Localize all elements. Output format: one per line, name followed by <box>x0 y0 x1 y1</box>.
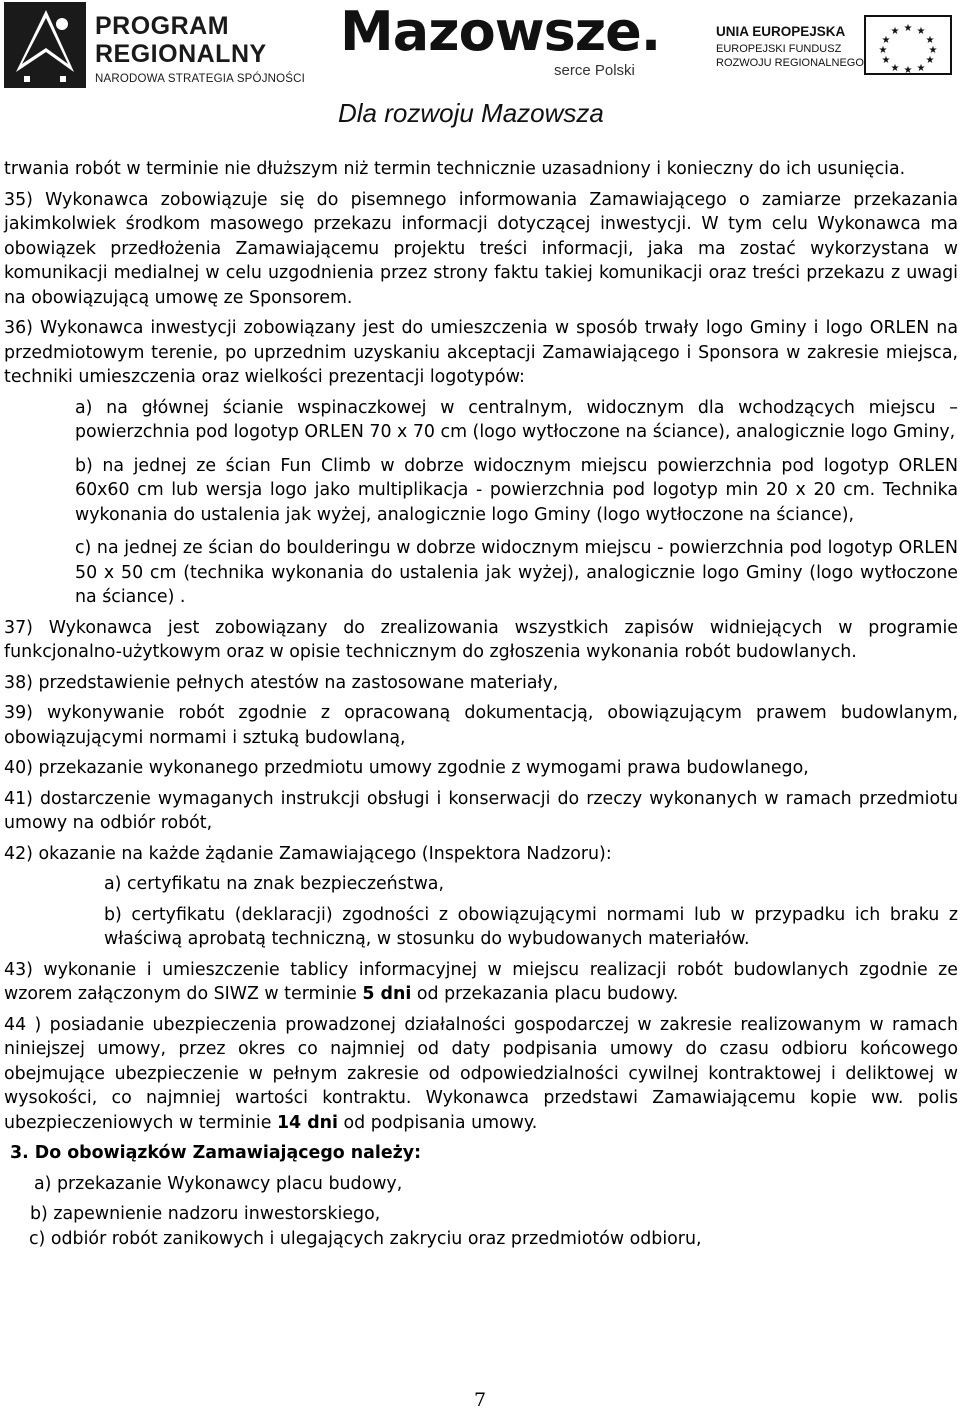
section-3-item-a: a) przekazanie Wykonawcy placu budowy, <box>34 1173 403 1194</box>
svg-text:★: ★ <box>878 45 888 56</box>
section-3-item-c: c) odbiór robót zanikowych i ulegających zakryciu oraz przedmiotów odbioru, <box>29 1228 702 1249</box>
program-logo-text-line1: PROGRAM <box>95 12 230 40</box>
paragraph-42: 42) okazanie na każde żądanie Zamawiającego (Inspektora Nadzoru): <box>4 843 612 864</box>
program-regionalny-logo-icon <box>4 2 86 88</box>
program-logo-text-line2: REGIONALNY <box>95 40 267 68</box>
paragraph-38: 38) przedstawienie pełnych atestów na zastosowane materiały, <box>4 672 559 693</box>
header-tagline: Dla rozwoju Mazowsza <box>338 98 604 128</box>
svg-text:★: ★ <box>925 55 935 66</box>
mazowsze-logo-subtitle: serce Polski <box>554 62 635 79</box>
section-3-item-b: b) zapewnienie nadzoru inwestorskiego, <box>30 1204 381 1224</box>
paragraph-44 <box>4 1013 958 1136</box>
paragraph-39: 39) wykonywanie robót zgodnie z opracowaną dokumentacją, obowiązującym prawem budowlanym, obowiązującymi normami i sztuką budowlaną, <box>4 703 958 748</box>
paragraph-36-a: a) na głównej ścianie wspinaczkowej w centralnym, widocznym dla wchodzących miejscu – powierzchnia pod logotyp ORLEN 70 x 70 cm (logo wytłoczone na ściance), analogicznie logo Gminy, <box>75 397 958 442</box>
paragraph-43-text: 43) wykonanie i umieszczenie tablicy informacyjnej w miejscu realizacji robót budowlanych zgodnie ze wzorem załączonym do SIWZ w terminie <box>4 959 958 1004</box>
svg-text:★: ★ <box>928 45 938 56</box>
document-header <box>0 0 960 135</box>
paragraph-43-text-end: od przekazania placu budowy. <box>411 984 679 1004</box>
svg-text:★: ★ <box>925 35 935 46</box>
svg-text:★: ★ <box>890 26 900 37</box>
paragraph-35: 35) Wykonawca zobowiązuje się do pisemnego informowania Zamawiającego o zamiarze przekazania jakimkolwiek środkom masowego przekazu informacji dotyczącej inwestycji. W tym celu Wykonawca ma obowiązek przedłożenia Zamawiającemu projektu treści informacji, jaka ma zostać wykorzystana w komunikacji medialnej w celu uzgodnienia przez strony faktu takiej komunikacji oraz treści przekazu z uwagi na obowiązującą umowę ze Sponsorem. <box>4 189 958 308</box>
svg-text:★: ★ <box>916 26 926 37</box>
section-3-heading <box>10 1141 958 1166</box>
paragraph-36: 36) Wykonawca inwestycji zobowiązany jest do umieszczenia w sposób trwały logo Gminy i logo ORLEN na przedmiotowym terenie, po uprzednim uzyskaniu akceptacji Zamawiającego i Sponsora w zakresie miejsca, techniki umieszczenia oraz wielkości prezentacji logotypów: <box>4 318 958 387</box>
paragraph-42-a: a) certyfikatu na znak bezpieczeństwa, <box>104 874 444 894</box>
svg-text:★: ★ <box>903 23 913 34</box>
eu-flag-icon <box>864 15 952 75</box>
program-logo-text-line3: NARODOWA STRATEGIA SPÓJNOŚCI <box>95 73 306 85</box>
svg-text:★: ★ <box>903 65 913 75</box>
svg-text:★: ★ <box>916 63 926 74</box>
svg-text:★: ★ <box>881 55 891 66</box>
page-number: 7 <box>473 1389 487 1411</box>
mazowsze-logo-text: Mazowsze. <box>340 0 661 63</box>
eu-text-line3: ROZWOJU REGIONALNEGO <box>716 57 864 69</box>
paragraph-43 <box>4 958 958 1007</box>
paragraph-continuation: trwania robót w terminie nie dłuższym niż termin technicznie uzasadniony i konieczny do ich usunięcia. <box>4 159 906 179</box>
section-3-heading-text: 3. Do obowiązków Zamawiającego należy: <box>10 1143 422 1163</box>
paragraph-36-b: b) na jednej ze ścian Fun Climb w dobrze widocznym miejscu powierzchnia pod logotyp ORLEN 60x60 cm lub wersja logo jako multiplikacja - powierzchnia pod logotyp min 20 x 20 cm. Technika wykonania do ustalenia jak wyżej, analogicznie logo Gminy (logo wytłoczone na ściance), <box>75 455 958 525</box>
paragraph-44-deadline: 14 dni <box>276 1112 338 1133</box>
paragraph-43-deadline: 5 dni <box>362 984 412 1004</box>
eu-text-line2: EUROPEJSKI FUNDUSZ <box>716 43 842 55</box>
paragraph-44-text-end: od podpisania umowy. <box>337 1112 538 1133</box>
svg-text:★: ★ <box>890 63 900 74</box>
document-body <box>4 157 958 1251</box>
paragraph-41: 41) dostarczenie wymaganych instrukcji obsługi i konserwacji do rzeczy wykonanych w ramach przedmiotu umowy na odbiór robót, <box>4 788 958 833</box>
paragraph-44-text: 44 ) posiadanie ubezpieczenia prowadzonej działalności gospodarczej w zakresie realizowanym w ramach niniejszej umowy, przez okres co najmniej od daty podpisania umowy do czasu odbioru końcowego obejmujące ubezpieczenie w pełnym zakresie od odpowiedzialności cywilnej kontraktowej i deliktowej w wysokości, co najmniej wartości kontraktu. Wykonawca przedstawi Zamawiającemu kopie ww. polis ubezpieczeniowych w terminie <box>4 1014 958 1133</box>
eu-text-line1: UNIA EUROPEJSKA <box>716 24 846 39</box>
paragraph-40: 40) przekazanie wykonanego przedmiotu umowy zgodnie z wymogami prawa budowlanego, <box>4 758 809 778</box>
paragraph-42-b: b) certyfikatu (deklaracji) zgodności z obowiązującymi normami lub w przypadku ich braku z właściwą aprobatą techniczną, w stosunku do wybudowanych materiałów. <box>104 904 958 949</box>
paragraph-36-c: c) na jednej ze ścian do boulderingu w dobrze widocznym miejscu - powierzchnia pod logotyp ORLEN 50 x 50 cm (technika wykonania do ustalenia jak wyżej), analogicznie logo Gminy (logo wytłoczone na ściance) . <box>75 538 958 607</box>
paragraph-37: 37) Wykonawca jest zobowiązany do zrealizowania wszystkich zapisów widniejących w programie funkcjonalno-użytkowym oraz w opisie technicznym do zgłoszenia wykonania robót budowlanych. <box>4 617 958 662</box>
svg-text:★: ★ <box>881 35 891 46</box>
